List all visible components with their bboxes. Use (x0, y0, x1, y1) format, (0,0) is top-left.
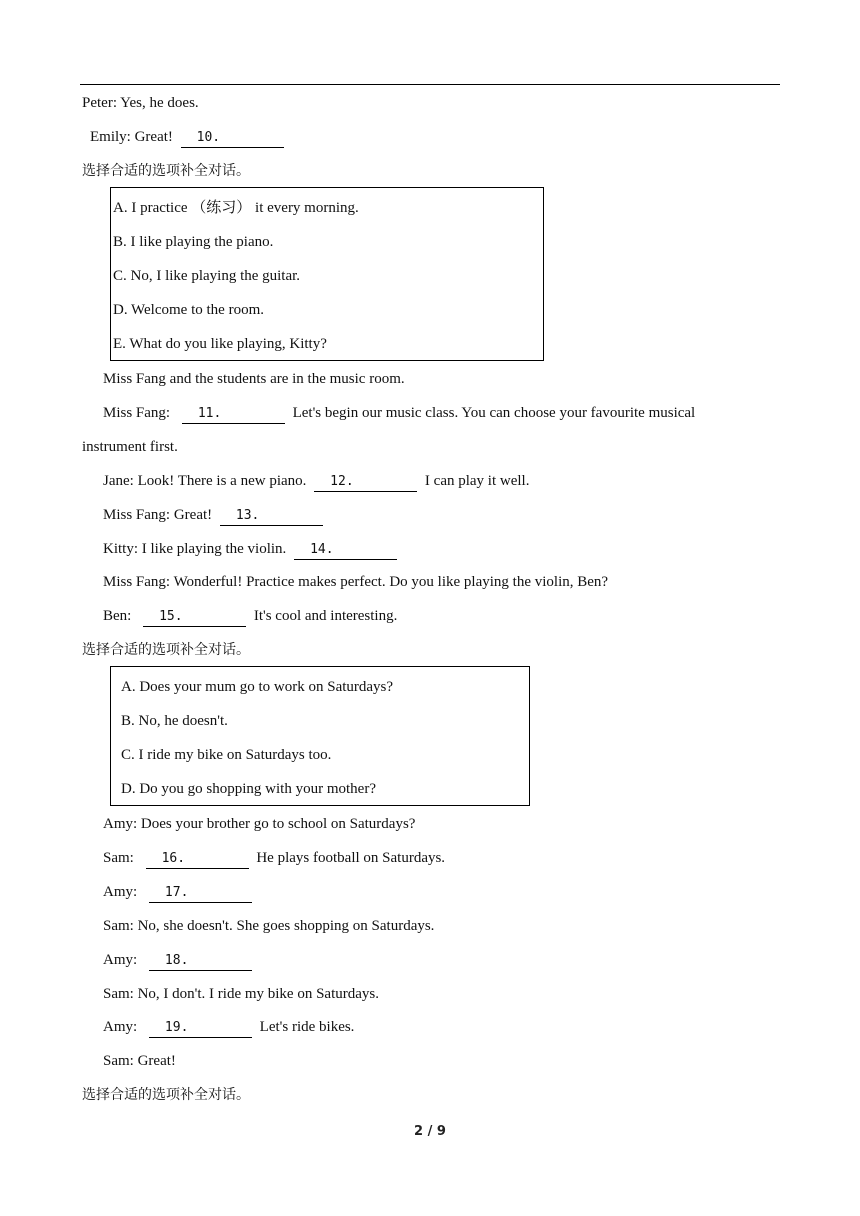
d2-jane-line: Jane: Look! There is a new piano. 12. I can play it well. (103, 471, 529, 492)
d2-missfang-great: Miss Fang: Great! 13. (103, 505, 323, 526)
option-d: D. Do you go shopping with your mother? (121, 781, 376, 797)
line-peter: Peter: Yes, he does. (82, 95, 199, 111)
blank-13[interactable]: 13. (220, 507, 323, 526)
blank-12[interactable]: 12. (314, 473, 417, 492)
blank-11[interactable]: 11. (182, 405, 285, 424)
option-e: E. What do you like playing, Kitty? (113, 336, 327, 352)
page-number: 2 / 9 (414, 1124, 446, 1139)
options-box-1 (110, 187, 544, 361)
option-c: C. No, I like playing the guitar. (113, 268, 301, 284)
option-c: C. I ride my bike on Saturdays too. (121, 747, 332, 763)
blank-14[interactable]: 14. (294, 541, 397, 560)
instruction-3: 选择合适的选项补全对话。 (82, 1087, 250, 1103)
d2-missfang-line: Miss Fang: 11. Let's begin our music class. You can choose your favourite musical (103, 403, 695, 424)
header-rule (80, 84, 780, 85)
option-d: D. Welcome to the room. (113, 302, 264, 318)
option-a: A. I practice （练习） it every morning. (113, 200, 359, 216)
d3-amy-3: Amy: 18. (103, 950, 252, 971)
instruction-1: 选择合适的选项补全对话。 (82, 163, 250, 179)
blank-15[interactable]: 15. (143, 608, 246, 627)
d2-intro: Miss Fang and the students are in the music room. (103, 371, 405, 387)
line-emily (90, 127, 284, 148)
d3-sam-great: Sam: Great! (103, 1053, 176, 1069)
d2-missfang-wonderful: Miss Fang: Wonderful! Practice makes perfect. Do you like playing the violin, Ben? (103, 574, 609, 590)
blank-18[interactable]: 18. (149, 952, 252, 971)
d3-sam-3: Sam: No, I don't. I ride my bike on Saturdays. (103, 986, 379, 1002)
d2-missfang-cont: instrument first. (82, 439, 178, 455)
d2-kitty-line: Kitty: I like playing the violin. 14. (103, 539, 397, 560)
d3-sam-2: Sam: No, she doesn't. She goes shopping on Saturdays. (103, 918, 435, 934)
options-box-2 (110, 666, 530, 806)
emily-text: Emily: Great! (90, 129, 173, 145)
option-a: A. Does your mum go to work on Saturdays? (121, 679, 394, 695)
instruction-2: 选择合适的选项补全对话。 (82, 642, 250, 658)
blank-10[interactable]: 10. (181, 129, 284, 148)
d3-amy-4: Amy: 19. Let's ride bikes. (103, 1017, 354, 1038)
blank-19[interactable]: 19. (149, 1019, 252, 1038)
blank-16[interactable]: 16. (146, 850, 249, 869)
d2-ben-line: Ben: 15. It's cool and interesting. (103, 606, 397, 627)
d3-sam-1: Sam: 16. He plays football on Saturdays. (103, 848, 445, 869)
option-b: B. I like playing the piano. (113, 234, 274, 250)
blank-17[interactable]: 17. (149, 884, 252, 903)
option-b: B. No, he doesn't. (121, 713, 228, 729)
d3-amy-1: Amy: Does your brother go to school on Saturdays? (103, 816, 416, 832)
d3-amy-2: Amy: 17. (103, 882, 252, 903)
